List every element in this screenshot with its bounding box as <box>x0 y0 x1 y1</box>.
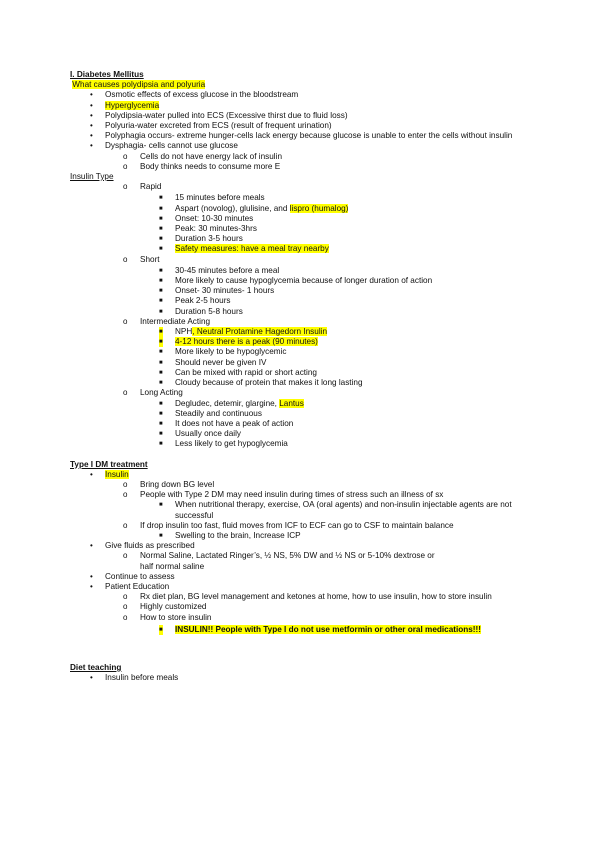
sub-sub-list-item: ■ More likely to cause hypoglycemia because of longer duration of action <box>159 276 433 286</box>
document-page <box>70 70 530 683</box>
list-item: • Osmotic effects of excess glucose in the bloodstream <box>90 90 299 100</box>
sub-sub-list-item: ■ Usually once daily <box>159 429 241 439</box>
sub-sub-list-item: ■ Should never be given IV <box>159 357 267 367</box>
bullet-icon: • <box>90 131 93 141</box>
list-item: • Dysphagia- cells cannot use glucose <box>90 141 238 151</box>
square-bullet-icon: ■ <box>159 400 163 407</box>
square-bullet-icon: ■ <box>159 369 163 376</box>
sub-sub-list-item: ■ Aspart (novolog), glulisine, and lispro (humalog) <box>159 203 349 213</box>
list-item: • Polyuria-water excreted from ECS (result of frequent urination) <box>90 121 332 131</box>
square-bullet-icon: ■ <box>159 226 163 233</box>
sub-sub-list-item: ■ Duration 3-5 hours <box>159 234 243 244</box>
diet-heading: Diet teaching <box>70 662 122 672</box>
square-bullet-icon: ■ <box>159 288 163 295</box>
square-bullet-icon: ■ <box>159 410 163 417</box>
sub-sub-list-item: ■ Cloudy because of protein that makes it long lasting <box>159 378 363 388</box>
square-bullet-icon: ■ <box>159 359 163 366</box>
circle-bullet-icon: o <box>123 151 128 161</box>
bullet-icon: • <box>90 673 93 683</box>
sub-list-item: o Long Acting <box>123 388 183 398</box>
sub-sub-list-item: ■ 30-45 minutes before a meal <box>159 265 280 275</box>
square-bullet-icon: ■ <box>159 327 163 337</box>
sub-sub-list-item: ■ When nutritional therapy, exercise, OA (oral agents) and non-insulin injectable agents are not successful <box>159 500 512 520</box>
sub-sub-list-item: ■ Onset: 10-30 minutes <box>159 213 254 223</box>
sub-list-item: o If drop insulin too fast, fluid moves from ICF to ECF can go to CSF to maintain balance <box>123 520 454 530</box>
square-bullet-icon: ■ <box>159 337 163 347</box>
type1-heading: Type I DM treatment <box>70 459 148 469</box>
circle-bullet-icon: o <box>123 602 128 612</box>
circle-bullet-icon: o <box>123 479 128 489</box>
sub-sub-list-item: ■ 4-12 hours there is a peak (90 minutes) <box>159 337 318 347</box>
sub-sub-list-item: ■ Can be mixed with rapid or short acting <box>159 367 317 377</box>
square-bullet-icon: ■ <box>159 441 163 448</box>
bullet-icon: • <box>90 571 93 581</box>
bullet-icon: • <box>90 90 93 100</box>
bullet-icon: • <box>90 469 93 479</box>
circle-bullet-icon: o <box>123 161 128 171</box>
sub-list-item: o Bring down BG level <box>123 479 215 489</box>
square-bullet-icon: ■ <box>159 298 163 305</box>
sub-list-item: o Normal Saline, Lactated Ringer’s, ½ NS, 5% DW and ½ NS or 5-10% dextrose or half normal saline <box>123 551 435 571</box>
section-title: I. Diabetes Mellitus <box>70 70 144 79</box>
square-bullet-icon: ■ <box>159 349 163 356</box>
question-text: What causes polydipsia and polyuria <box>72 80 206 90</box>
bullet-icon: • <box>90 121 93 131</box>
bullet-icon: • <box>90 141 93 151</box>
list-item: • Polyphagia occurs- extreme hunger-cells lack energy because glucose is unable to enter the cells without insulin <box>90 131 513 141</box>
bullet-icon: • <box>90 100 93 110</box>
sub-sub-list-item: ■ It does not have a peak of action <box>159 418 294 428</box>
sub-sub-list-item: ■ More likely to be hypoglycemic <box>159 347 287 357</box>
sub-sub-list-item: ■ Onset- 30 minutes- 1 hours <box>159 286 275 296</box>
circle-bullet-icon: o <box>123 316 128 326</box>
circle-bullet-icon: o <box>123 592 128 602</box>
sub-list-item: o How to store insulin <box>123 612 212 622</box>
list-item: • Hyperglycemia <box>90 100 160 110</box>
sub-list-item: o Rx diet plan, BG level management and ketones at home, how to use insulin, how to store insulin <box>123 592 492 602</box>
square-bullet-icon: ■ <box>159 267 163 274</box>
square-bullet-icon: ■ <box>159 502 163 509</box>
sub-list-item: o Short <box>123 254 160 264</box>
square-bullet-icon: ■ <box>159 195 163 202</box>
bullet-icon: • <box>90 541 93 551</box>
sub-list-item: o Cells do not have energy lack of insulin <box>123 151 282 161</box>
square-bullet-icon: ■ <box>159 532 163 539</box>
warning-text: INSULIN!! People with Type I do not use metformin or other oral medications!!! <box>175 624 481 634</box>
question-line <box>70 80 530 90</box>
square-bullet-icon: ■ <box>159 236 163 243</box>
bullet-icon: • <box>90 581 93 591</box>
square-bullet-icon: ■ <box>159 625 163 635</box>
circle-bullet-icon: o <box>123 551 128 561</box>
sub-sub-list-item: ■ Steadily and continuous <box>159 408 262 418</box>
circle-bullet-icon: o <box>123 254 128 264</box>
circle-bullet-icon: o <box>123 520 128 530</box>
sub-sub-list-item: ■ Duration 5-8 hours <box>159 306 243 316</box>
circle-bullet-icon: o <box>123 388 128 398</box>
square-bullet-icon: ■ <box>159 278 163 285</box>
sub-sub-list-item: ■ Less likely to get hypoglycemia <box>159 439 288 449</box>
sub-sub-list-item: ■ NPH, Neutral Protamine Hagedorn Insulin <box>159 327 328 337</box>
sub-list-item: o Intermediate Acting <box>123 316 211 326</box>
sub-sub-list-item: ■ 15 minutes before meals <box>159 193 265 203</box>
list-item: • Patient Education <box>90 581 170 591</box>
sub-sub-list-item: ■ Safety measures: have a meal tray nearby <box>159 244 329 254</box>
insulin-type-heading: Insulin Type <box>70 172 114 182</box>
list-item: • Insulin before meals <box>90 673 179 683</box>
sub-sub-list-item <box>70 625 530 635</box>
sub-sub-list-item: ■ Peak 2-5 hours <box>159 296 231 306</box>
list-item: • Continue to assess <box>90 571 175 581</box>
square-bullet-icon: ■ <box>159 431 163 438</box>
list-item: • Polydipsia-water pulled into ECS (Excessive thirst due to fluid loss) <box>90 110 348 120</box>
sub-list-item: o Rapid <box>123 182 162 192</box>
sub-list-item: o Highly customized <box>123 602 207 612</box>
square-bullet-icon: ■ <box>159 215 163 222</box>
square-bullet-icon: ■ <box>159 420 163 427</box>
bullet-icon: • <box>90 110 93 120</box>
square-bullet-icon: ■ <box>159 246 163 253</box>
list-item: • Insulin <box>90 469 129 479</box>
list-item: • Give fluids as prescribed <box>90 541 195 551</box>
sub-list-item: o People with Type 2 DM may need insulin during times of stress such an illness of sx <box>123 490 444 500</box>
sub-sub-list-item: ■ Swelling to the brain, Increase ICP <box>159 530 301 540</box>
square-bullet-icon: ■ <box>159 308 163 315</box>
circle-bullet-icon: o <box>123 490 128 500</box>
circle-bullet-icon: o <box>123 182 128 192</box>
sub-sub-list-item: ■ Degludec, detemir, glargine, Lantus <box>159 398 304 408</box>
square-bullet-icon: ■ <box>159 205 163 212</box>
sub-sub-list-item: ■ Peak: 30 minutes-3hrs <box>159 224 257 234</box>
square-bullet-icon: ■ <box>159 380 163 387</box>
sub-list-item: o Body thinks needs to consume more E <box>123 161 281 171</box>
circle-bullet-icon: o <box>123 612 128 622</box>
